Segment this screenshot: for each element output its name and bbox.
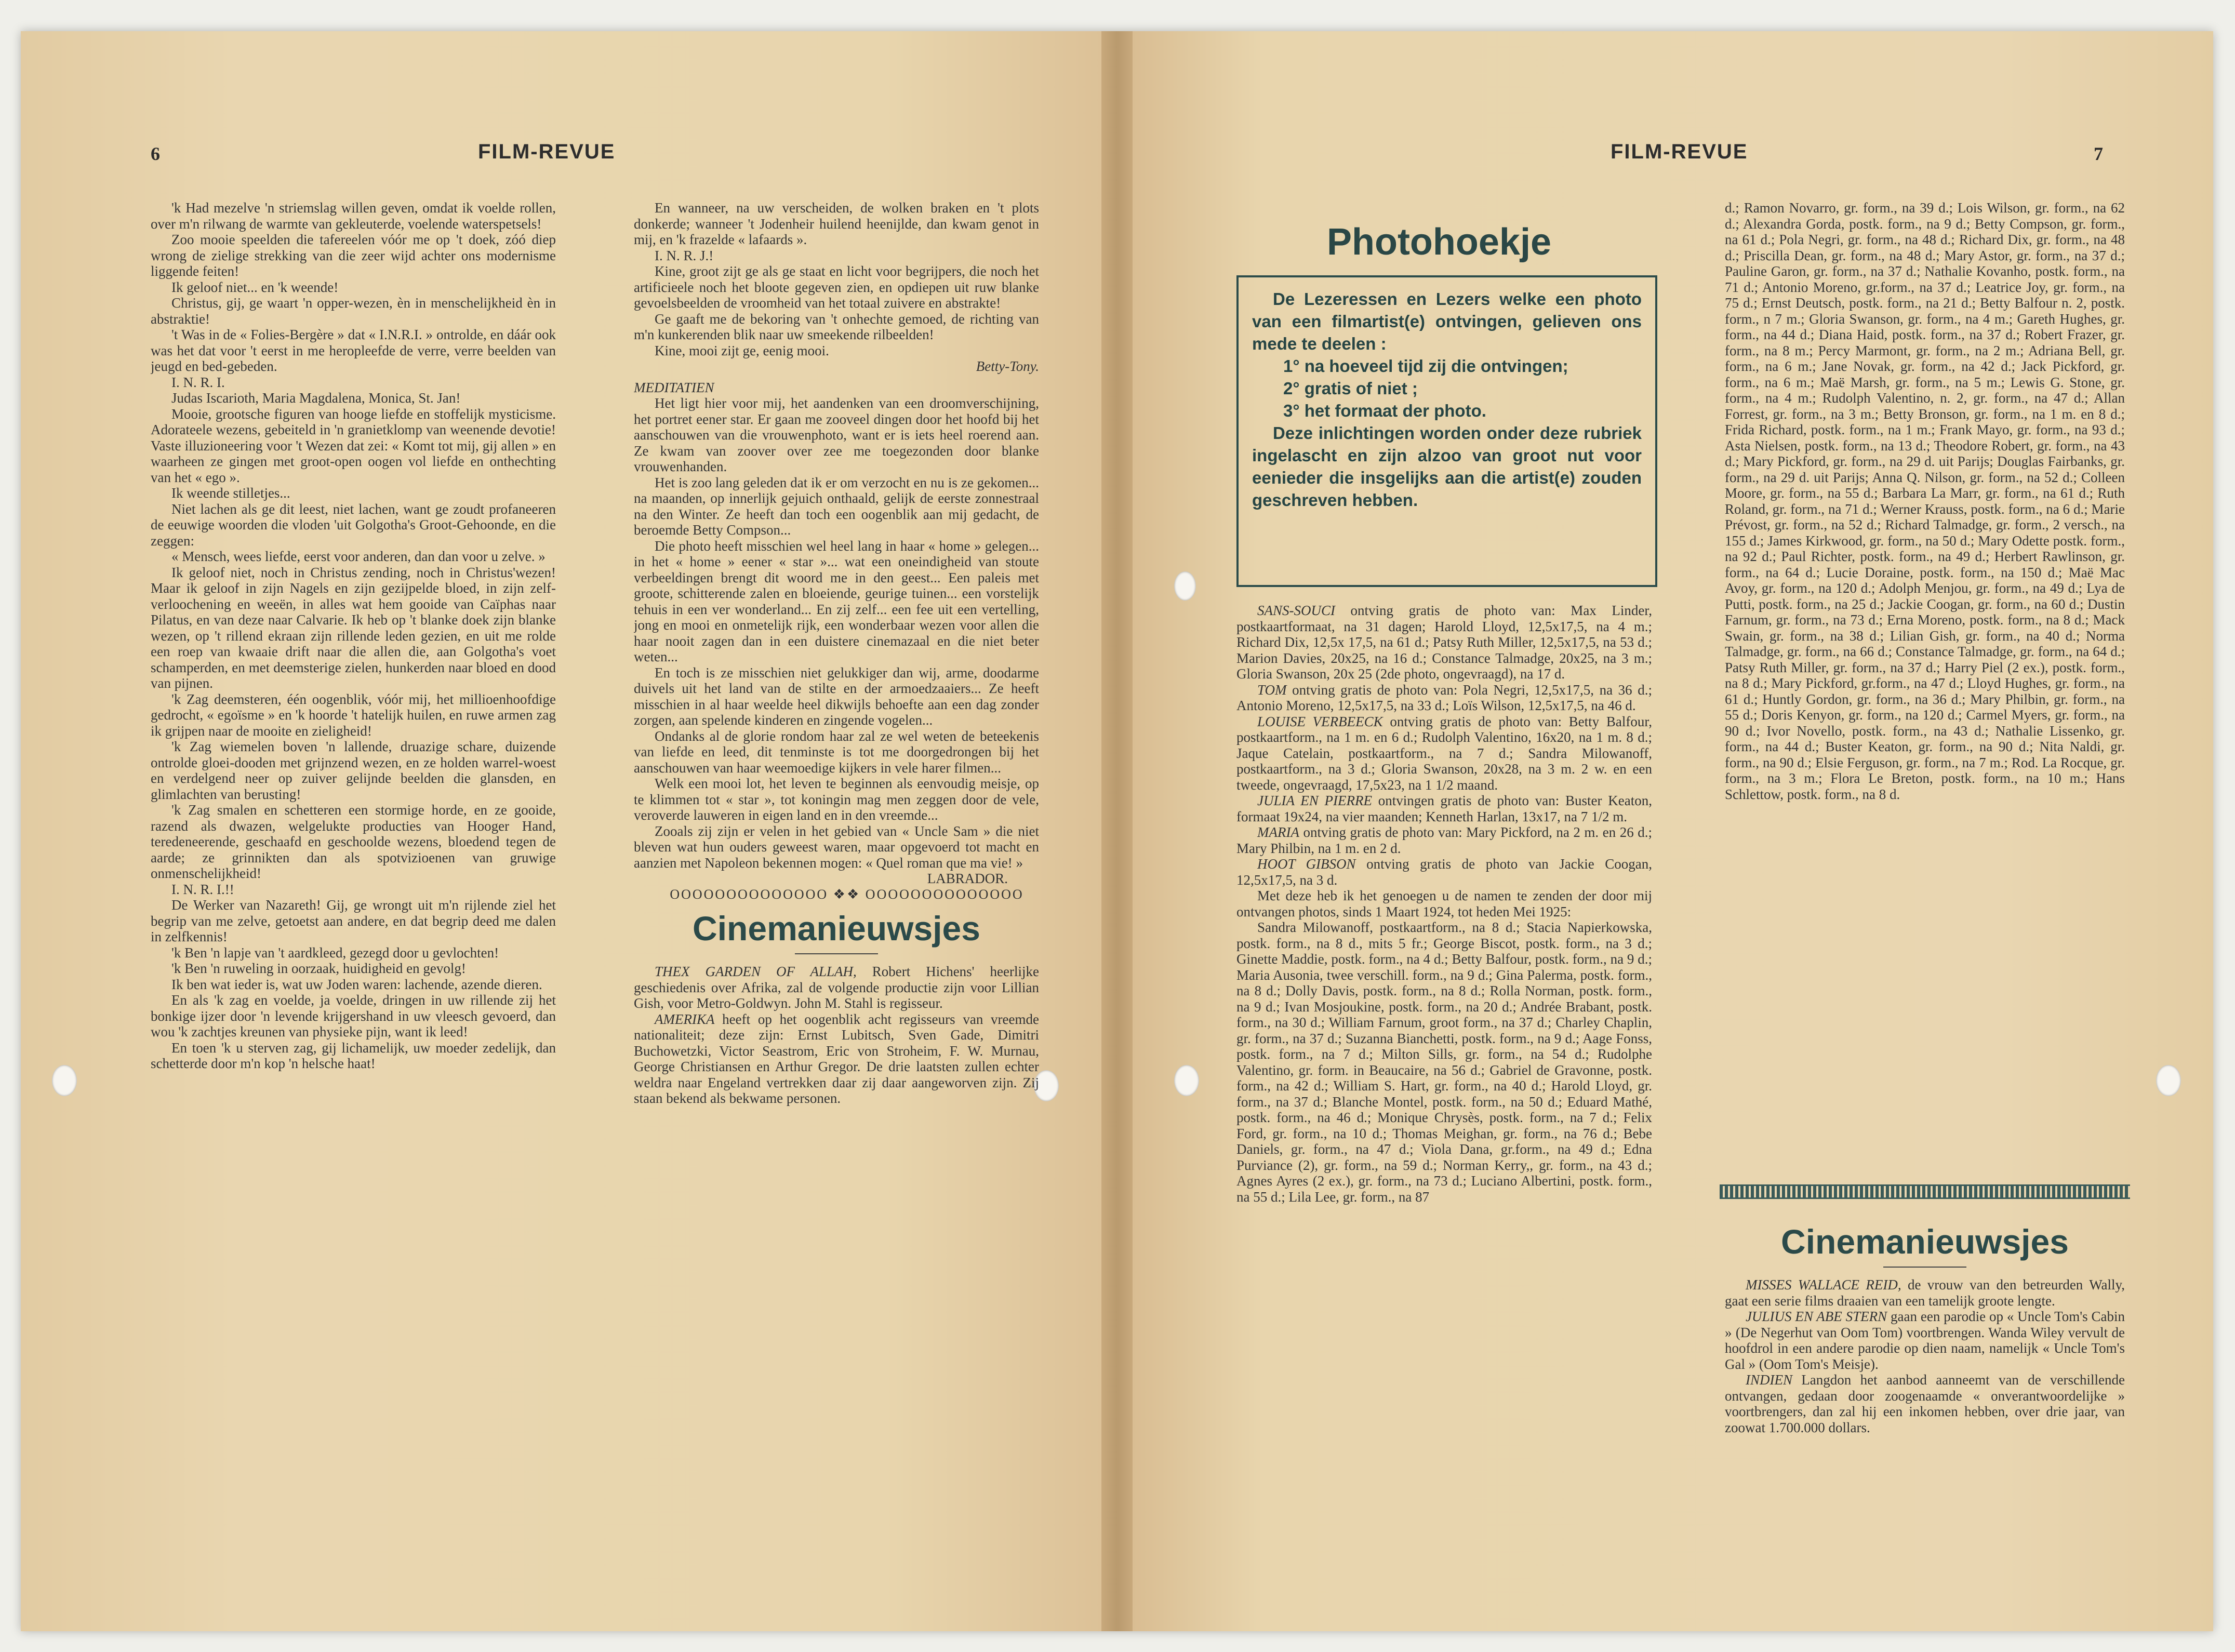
article-paragraph: Mooie, grootsche figuren van hooge liefde en stoffelijk mysticisme. Adorateele wezens, gebeiteld in 'n granietklomp van weenende devotie! Vaste illuzioneering voor 't Wezen dat zei: « Komt tot mij, gij allen » en waarheen ze gingen met groot-open oogen vol liefde en onthechting van het « ego ».: [151, 406, 556, 485]
photo-list-text: d.; Ramon Novarro, gr. form., na 39 d.; Lois Wilson, gr. form., na 62 d.; Alexandra Gorda, postk. form., na 9 d.; Betty Compson, gr. form., na 61 d.; Pola Negri, gr. form., na 48 d.; Richard Dix, gr. form., na 48 d.; Priscilla Dean, gr. form., na 48 d.; Mary Astor, gr. form., na 37 d.; Pauline Garon, gr. form., na 37 d.; Nathalie Kovanho, postk. form., na 71 d.; Antonio Moreno, gr.form., na 37 d.; Leatrice Joy, gr. form., na 75 d.; Ernst Deutsch, postk. form., na 21 d.; Betty Balfour n. 2, postk. form., n 7 m.; Gloria Swanson, gr. form., na 4 m.; Gareth Hughes, gr. form., na 44 d.; Diana Haid, postk. form., na 37 d.; Robert Frazer, gr. form., na 8 m.; Percy Marmont, gr. form., na 2 m.; Adriana Bell, gr. form., na 6 m.; Jane Novak, gr. form., na 42 d.; Jack Pickford, gr. form., na 6 m.; Maë Marsh, gr. form., na 5 m.; Lewis G. Stone, gr. form., na 4 m.; Rudolph Valentino, n. 2, gr. form., na 47 d.; Allan Forrest, gr. form., na 3 m.; Betty Bronson, gr. form., na 1 m. en 8 d.; Frida Richard, postk. form., na 1 m.; Frank Mayo, gr. form., na 93 d.; Asta Nielsen, postk. form., na 13 d.; Theodore Robert, gr. form., na 43 d.; Mary Pickford, gr. form., na 29 d. uit Parijs; Douglas Fairbanks, gr. form., na 29 d. uit Parijs; Anna Q. Nilson, gr. form., na 52 d.; Colleen Moore, gr. form., na 55 d.; Barbara La Marr, gr. form., na 61 d.; Ruth Roland, gr. form., na 71 d.; Werner Krauss, postk. form., na 6 d.; Marie Prévost, gr. form., na 52 d.; Richard Talmadge, gr. form., 2 versch., na 155 d.; James Kirkwood, gr. form., na 50 d.; Mary Odette postk. form., na 92 d.; Paul Richter, postk. form., na 49 d.; Herbert Rawlinson, gr. form., na 64 d.; Lucie Doraine, postk. form., na 150 d.; Maë Mac Avoy, gr. form., na 120 d.; Adolph Menjou, gr. form., na 49 d.; Lya de Putti, postk. form., na 25 d.; Jackie Coogan, gr. form., na 60 d.; Dustin Farnum, gr. form., na 73 d.; Erna Moreno, postk. form., na 8 d.; Mack Swain, gr. form., na 38 d.; Lilian Gish, gr. form., na 40 d.; Norma Talmadge, gr. form., na 66 d.; Constance Talmadge, gr. form., na 64 d.; Patsy Ruth Miller, gr. form., na 37 d.; Harry Piel (2 ex.), postk. form., na 8 d.; Mary Pickford, gr.form., na 47 d.; Lloyd Hughes, gr. form., na 61 d.; Huntly Gordon, gr. form., na 36 d.; Mary Philbin, gr. form., na 55 d.; Doris Kenyon, gr. form., na 120 d.; Carmel Myers, gr. form., na 90 d.; Ivor Novello, postk. form., na 43 d.; Nathalie Lissenko, gr. form., na 44 d.; Buster Keaton, gr. form., na 90 d.; Nita Naldi, gr. form., na 90 d.; Elsie Ferguson, gr. form., na 7 m.; Rod. La Rocque, gr. form., na 3 m.; Flora Le Breton, postk. form., na 10 m.; Hans Schlettow, postk. form., na 8 d.: [1725, 200, 2125, 802]
photo-list-column: [1725, 200, 2125, 1177]
article-column-1: [151, 200, 556, 1592]
divider: [795, 953, 878, 954]
notice-item: 2° gratis of niet ;: [1283, 379, 1418, 398]
article-paragraph: 'k Ben 'n ruweling in oorzaak, huidigheid en gevolg!: [171, 961, 466, 976]
item-text: Langdon het aanbod aanneemt van de verschillende ontvangen, gedaan door zoogenaamde « onverantwoordelijke » voortbrengers, dan zal hij een inkomen hebben, over drie jaar, van zoowat 1.700.000 dollars.: [1725, 1372, 2125, 1435]
item-lead: INDIEN: [1746, 1372, 1792, 1388]
article-paragraph: Ondanks al de glorie rondom haar zal ze wel weten de beteekenis van liefde en leed, dit tenminste is tot me doorgedrongen bij het aanschouwen van haar weemoedige kijkers in vele harer filmen...: [634, 728, 1039, 776]
news-item: [634, 1011, 1039, 1107]
item-text: de vrouw van den betreurden Wally, gaat een serie films draaien van een tamelijk groote lengte.: [1725, 1277, 2125, 1309]
photo-report: [1236, 714, 1652, 793]
article-paragraph: Christus, gij, ge waart 'n opper-wezen, èn in menschelijkheid èn in abstraktie!: [151, 295, 556, 327]
article-paragraph: De Werker van Nazareth! Gij, ge wrongt uit m'n rijlende ziel het begrip van me zelve, getoetst aan andere, en dat begrip deed me dalen in zelfkennis!: [151, 897, 556, 944]
article-paragraph: 'k Zag smalen en schetteren een stormige horde, en ze gooide, razend als dwazen, welgelukte producties van Hooger Hand, teredeneerende, geschaafd en geschoolde wezens, bloedend tegen de aarde; ze grinnikten dan als spotvizioenen van gruwige onmenschelijkheid!: [151, 802, 556, 881]
signature: Betty-Tony.: [976, 358, 1039, 374]
item-lead: TOM: [1257, 682, 1287, 698]
ornamental-rule: [1720, 1184, 2130, 1199]
item-lead: LOUISE VERBEECK: [1257, 713, 1383, 729]
photo-report: [1236, 793, 1652, 824]
item-lead: AMERIKA: [655, 1011, 715, 1027]
article-paragraph: En toch is ze misschien niet gelukkiger dan wij, arme, doodarme duivels uit het land van de stilte en der armoedzaaiers... Ze heeft misschien in al haar weelde heel dikwijls behoefte aan een dag zonder zorgen, aan spelende kinderen en zingende vogelen...: [634, 664, 1039, 728]
item-lead: MISSES WALLACE REID,: [1746, 1277, 1901, 1293]
signature: LABRADOR.: [927, 871, 1008, 886]
punch-hole: [1174, 1065, 1199, 1096]
item-lead: THEX GARDEN OF ALLAH,: [655, 964, 857, 979]
punch-hole: [1174, 571, 1196, 601]
news-heading: Cinemanieuwsjes: [693, 909, 980, 948]
article-paragraph: 'k Zag wiemelen boven 'n lallende, druazige schare, duizende ontrolde gloei-dooden met grijnzend wezen, en ze holden warrel-woest en verdelgend neer op zuiver gelijnde beelden die glansden, en glimlachten van berusting!: [151, 739, 556, 802]
news-item: [1725, 1277, 2125, 1309]
photo-report: [1236, 603, 1652, 682]
ornament-divider: OOOOOOOOOOOOOO ❖❖ OOOOOOOOOOOOOO: [670, 886, 1024, 902]
item-text: ontvingen gratis de photo van: Buster Keaton, formaat 19x24, na vier maanden; Kenneth Harlan, 13x17, na 7 1/2 m.: [1236, 793, 1652, 824]
punch-hole: [52, 1065, 77, 1096]
item-lead: JULIUS EN ABE STERN: [1746, 1309, 1887, 1324]
page-header: FILM-REVUE: [478, 140, 616, 163]
news-item: [1725, 1372, 2125, 1435]
item-text: ontving gratis de photo van: Betty Balfour, postkaartform., na 1 m. en 6 d.; Rudolph Valentino, 16x20, na 1 m. 8 d.; Jaque Catelain, postkaartform., na 7 d.; Sandra Milowanoff, postkaartform., na 3 d.; Gloria Swanson, 20x28, na 3 m. 2 w. en een tweede, ongevraagd, 17,5x23, na 1 1/2 maand.: [1236, 713, 1652, 793]
section-title: MEDITATIEN: [634, 379, 714, 395]
magazine-spread: [21, 31, 2213, 1631]
reader-notice-box: [1236, 275, 1657, 587]
item-lead: MARIA: [1257, 824, 1299, 840]
article-paragraph: En toen 'k u sterven zag, gij lichamelijk, uw moeder zedelijk, dan schetterde door m'n kop 'n helsche haat!: [151, 1040, 556, 1071]
item-text: ontving gratis de photo van: Pola Negri, 12,5x17,5, na 36 d.; Antonio Moreno, 12,5x17,5, na 33 d.; Loïs Wilson, 12,5x17,5, na 46 d.: [1236, 682, 1652, 713]
photo-reports-column: [1236, 603, 1652, 1579]
news-heading: Cinemanieuwsjes: [1781, 1222, 2069, 1261]
item-text: ontving gratis de photo van Jackie Coogan, 12,5x17,5, na 3 d.: [1236, 856, 1652, 888]
item-text: Robert Hichens' heerlijke geschiedenis over Afrika, zal de volgende productie zijn voor Lillian Gish, voor Metro-Goldwyn. John M. Stahl is regisseur.: [634, 964, 1039, 1011]
item-text: Met deze heb ik het genoegen u de namen te zenden der door mij ontvangen photos, sinds 1 Maart 1924, tot heden Mei 1925:: [1236, 888, 1652, 920]
article-paragraph: 't Was in de « Folies-Bergère » dat « I.N.R.I. » ontrolde, en dáár ook was het dat voor 't eerst in me heropleefde de verre, verre beelden van jeugd en bed-gebeden.: [151, 327, 556, 374]
article-paragraph: I. N. R. I.!!: [171, 881, 234, 897]
article-column-2: [634, 200, 1039, 1592]
article-paragraph: Zoo mooie speelden die tafereelen vóór me op 't doek, zóó diep wrong de zielige strekking van die zeer wijd achter ons modernisme liggende feiten!: [151, 232, 556, 279]
article-paragraph: I. N. R. J.!: [655, 247, 714, 263]
news-item: [1725, 1309, 2125, 1372]
photo-report: [1236, 824, 1652, 856]
article-paragraph: Ik geloof niet, noch in Christus zending, noch in Christus'wezen! Maar ik geloof in zijn Nagels en zijn gezijpelde bloed, in zijn zelf-verloochening en weeën, in alles wat hem gooide van Caïphas naar Pilatus, en van deze naar Calvarie. Ik heb op 't blanke doek zijn blanke wezen, op 't rillend ekraan zijn rillende leden gezien, en uit me rolde een roep van kwaaie drift naar die allen die, aan Golgotha's voet schamperden, en met deemsterige zielen, hunkerden naar bloed en dood van pijnen.: [151, 564, 556, 691]
notice-text: De Lezeressen en Lezers welke een photo van een filmartist(e) ontvingen, gelieven ons mede te deelen :: [1252, 289, 1642, 353]
article-paragraph: Ge gaaft me de bekoring van 't onhechte gemoed, de richting van m'n kunkerenden blik naar uw smeekende rilbeelden!: [634, 311, 1039, 342]
article-paragraph: Het is zoo lang geleden dat ik er om verzocht en nu is ze gekomen... na maanden, op innerlijk gejuich onthaald, gelijk de eerste zonnestraal na den Winter. Ze heeft dan toch een oogenblik aan mij gedacht, de beroemde Betty Compson...: [634, 474, 1039, 538]
item-lead: JULIA EN PIERRE: [1257, 793, 1372, 808]
photo-report: [1236, 856, 1652, 888]
photo-report: [1236, 920, 1652, 1205]
article-paragraph: En als 'k zag en voelde, ja voelde, dringen in uw rillende zij het bonkige ijzer door 'n levende krijgershand in uw vleesch gevoerd, dan wou 'k zachtjes kreunen van physieke pijn, want ik leed!: [151, 992, 556, 1040]
article-paragraph: Judas Iscarioth, Maria Magdalena, Monica, St. Jan!: [171, 390, 461, 406]
photo-corner-title: Photohoekje: [1326, 221, 1552, 263]
page-number: 7: [2094, 143, 2103, 164]
article-paragraph: Ik weende stilletjes...: [171, 485, 290, 501]
punch-hole: [2156, 1065, 2181, 1096]
article-paragraph: I. N. R. I.: [171, 374, 225, 390]
photo-report: [1236, 888, 1652, 920]
article-paragraph: « Mensch, wees liefde, eerst voor anderen, dan dan voor u zelve. »: [171, 549, 546, 564]
divider: [1883, 1267, 1966, 1268]
page-number: 6: [151, 143, 160, 164]
article-paragraph: Welk een mooi lot, het leven te beginnen als eenvoudig meisje, op te klimmen tot « star », tot koningin mag men zeggen door de vele, veroverde lauweren in eigen land en in den vreemde...: [634, 776, 1039, 823]
photo-report: [1236, 682, 1652, 714]
news-item: [634, 964, 1039, 1011]
item-lead: HOOT GIBSON: [1257, 856, 1356, 872]
article-paragraph: 'k Had mezelve 'n striemslag willen geven, omdat ik voelde rollen, over m'n rilwang de warmte van gekleuterde, voelende waterspetsels!: [151, 200, 556, 232]
article-paragraph: En wanneer, na uw verscheiden, de wolken braken en 't plots donkerde; wanneer 't Jodenheir huilend heenijlde, dan kwam genot in mij, en 'k frazelde « lafaards ».: [634, 200, 1039, 247]
notice-item: 1° na hoeveel tijd zij die ontvingen;: [1283, 356, 1568, 376]
article-paragraph: Niet lachen als ge dit leest, niet lachen, want ge zoudt profaneeren de eeuwige woorden die vloden 'uit Golgotha's Groot-Gehoonde, en die zeggen:: [151, 501, 556, 549]
article-paragraph: Het ligt hier voor mij, het aandenken van een droomverschijning, het portret eener star. Er gaan me zooveel dingen door het hoofd bij het aanschouwen van die vrouwenphoto, want er is iets heel roerend aan. Ze kwam van zoover over zee me toegezonden door blanke vrouwenhanden.: [634, 395, 1039, 474]
item-text: gaan een parodie op « Uncle Tom's Cabin » (De Negerhut van Oom Tom) voortbrengen. Wanda Wiley vervult de hoofdrol in een andere parodie op dien naam, namelijk « Uncle Tom's Gal » (Oom Tom's Meisje).: [1725, 1309, 2125, 1372]
item-text: heeft op het oogenblik acht regisseurs van vreemde nationaliteit; deze zijn: Ernst Lubitsch, Sven Gade, Dimitri Buchowetzki, Victor Seastrom, Eric von Stroheim, F. W. Murnau, George Christiansen en Arthur Gregor. De drie laatsten zullen echter weldra naar Engeland vertrekken daar zij daar aangeworven zijn. Zij staan bekend als bekwame personen.: [634, 1011, 1039, 1106]
article-paragraph: 'k Ben 'n lapje van 't aardkleed, gezegd door u gevlochten!: [171, 944, 499, 961]
article-paragraph: Kine, groot zijt ge als ge staat en licht voor begrijpers, die noch het artificieele noch het bloote gegeven zien, en opdiepen uit ruw blanke gevoelsbeelden de vroomheid van het totaal zuivere en abstrakte!: [634, 263, 1039, 311]
article-paragraph: Zooals zij zijn er velen in het gebied van « Uncle Sam » die niet bleven wat hun ouders geweest waren, maar opgevoerd tot macht en aanzien met Napoleon bekennen mogen: « Quel roman que ma vie! »: [634, 823, 1039, 871]
page-header: FILM-REVUE: [1611, 140, 1748, 163]
article-paragraph: Ik geloof niet... en 'k weende!: [171, 279, 339, 295]
article-paragraph: Die photo heeft misschien wel heel lang in haar « home » gelegen... in het « home » eener « star »... wat een oneindigheid van stoute verbeeldingen brengt dit woord me in den geest... Een paleis met groote, schitterende zalen en bloeiende, geurige tuinen... een vorstelijk tehuis in een ver wonderland... En zij zelf... een fee uit een vertelling, jong en mooi en onmetelijk rijk, een wonderbaar wezen voor allen die haar nooit zagen dan in een duistere cinemazaal en die niet beter weten...: [634, 538, 1039, 664]
notice-text: Deze inlichtingen worden onder deze rubriek ingelascht en zijn alzoo van groot nut voor eenieder die insgelijks aan die artist(e) zouden geschreven hebben.: [1252, 423, 1642, 510]
binding-gutter: [1101, 31, 1133, 1631]
item-text: ontving gratis de photo van: Max Linder, postkaartformaat, na 31 dagen; Harold Lloyd, 12,5x17,5, na 4 m.; Richard Dix, 12,5x 17,5, na 61 d.; Patsy Ruth Miller, 12,5x17,5, na 53 d.; Marion Davies, 20x25, na 16 d.; Constance Talmadge, 20x25, na 3 m.; Gloria Swanson, 20x 25 (2de photo, ongevraagd), na 17 d.: [1236, 603, 1652, 682]
notice-item: 3° het formaat der photo.: [1283, 401, 1486, 420]
item-text: Sandra Milowanoff, postkaartform., na 8 d.; Stacia Napierkowska, postk. form., na 8 d., mits 5 fr.; George Biscot, postk. form., na 3 d.; Ginette Maddie, postk. form., na 4 d.; Betty Balfour, postk. form., na 9 d.; Maria Ausonia, twee verschill. form., na 9 d.; Gina Palerma, postk. form., na 8 d.; Dolly Davis, postk. form., na 8 d.; Rolla Norman, postk. form., na 9 d.; Ivan Mosjoukine, postk. form., na 20 d.; Andrée Brabant, postk. form., na 30 d.; William Farnum, groot form., na 37 d.; Charley Chaplin, gr. form., na 37 d.; Suzanna Bianchetti, postk. form., na 9 d.; Aage Fonss, postk. form., na 7 d.; Milton Sills, gr. form., na 54 d.; Rudolphe Valentino, gr. form. in Beaucaire, na 56 d.; Gabriel de Gravonne, postk. form., na 42 d.; William S. Hart, gr. form., na 40 d.; Harold Lloyd, gr. form., na 37 d.; Blanche Montel, postk. form., na 50 d.; Eduard Mathé, postk. form., na 46 d.; Monique Chrysès, postk. form., na 7 d.; Felix Ford, gr. form., na 10 d.; Thomas Meighan, gr. form., na 76 d.; Bebe Daniels, gr. form., na 47 d.; Viola Dana, gr.form., na 49 d.; Edna Purviance (2), gr. form., na 59 d.; Norman Kerry,, gr. form., na 43 d.; Agnes Ayres (2 ex.), gr. form., na 73 d.; Luciano Albertini, postk. form., na 55 d.; Lila Lee, gr. form., na 87: [1236, 920, 1652, 1205]
news-column-right: [1725, 1216, 2125, 1579]
item-lead: SANS-SOUCI: [1257, 603, 1335, 618]
item-text: ontving gratis de photo van: Mary Pickford, na 2 m. en 26 d.; Mary Philbin, na 1 m. en 2 d.: [1236, 824, 1652, 856]
article-paragraph: 'k Zag deemsteren, één oogenblik, vóór mij, het millioenhoofdige gedrocht, « egoïsme » en 'k hoorde 't hatelijk huilen, en ruwe armen zag ik grijpen naar de mooite en zieligheid!: [151, 691, 556, 739]
article-paragraph: Ik ben wat ieder is, wat uw Joden waren: lachende, azende dieren.: [171, 976, 542, 992]
article-paragraph: Kine, mooi zijt ge, eenig mooi.: [655, 342, 829, 358]
